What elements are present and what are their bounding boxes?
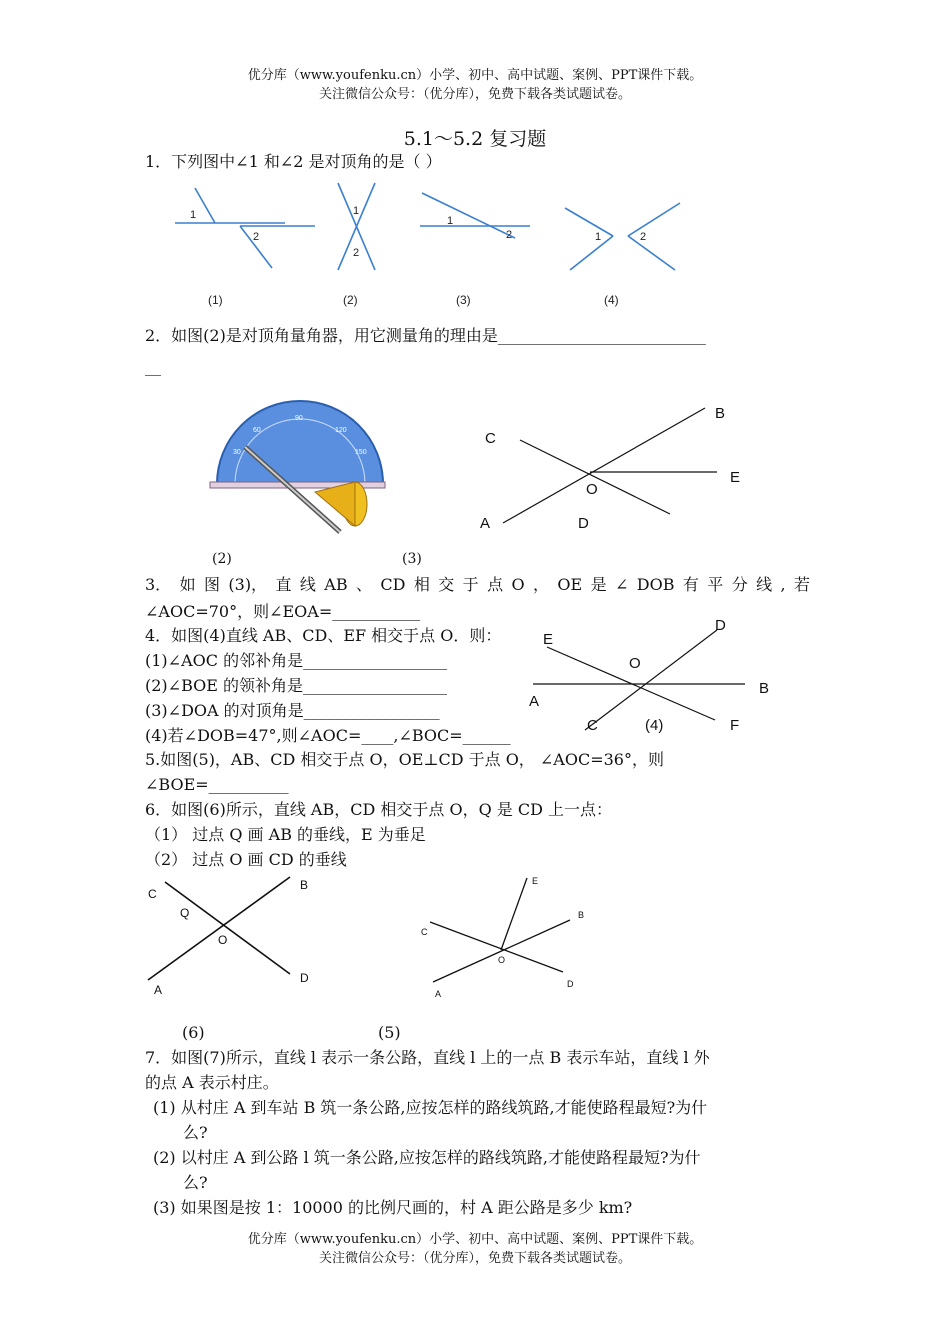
question-7-part-1-cont: 么? — [183, 1123, 208, 1142]
protractor-cone — [315, 482, 355, 526]
header-line-2: 关注微信公众号：（优分库），免费下载各类试题试卷。 — [318, 87, 631, 102]
protractor-tick-60: 60 — [253, 427, 261, 434]
q1-fig1-line-c — [195, 188, 215, 223]
question-6-intro: 6．如图(6)所示，直线 AB，CD 相交于点 O，Q 是 CD 上一点： — [145, 800, 613, 819]
fig6-line-CD — [165, 882, 290, 974]
q1-fig4-line-d — [628, 236, 675, 270]
fig4-label-E: E — [543, 631, 554, 648]
question-2-text: 2．如图(2)是对顶角量角器，用它测量角的理由是__________________________ — [145, 326, 706, 345]
fig6-label-B: B — [300, 878, 309, 892]
q1-fig4-angle1: 1 — [595, 231, 602, 243]
protractor-tick-150: 150 — [355, 449, 367, 456]
caption-fig-2: (2) — [212, 551, 232, 567]
q1-fig-label-3: (3) — [456, 293, 471, 307]
caption-fig-5: (5) — [378, 1023, 401, 1042]
fig5-label-D: D — [567, 979, 574, 989]
fig3-label-B: B — [715, 405, 726, 422]
fig4-label-C: C — [587, 717, 598, 734]
question-7-part-3: (3) 如果图是按 1：10000 的比例尺画的，村 A 距公路是多少 km? — [153, 1198, 633, 1217]
fig5-label-C: C — [421, 927, 428, 937]
fig4-label-F: F — [730, 717, 740, 734]
q1-fig1-angle1: 1 — [190, 209, 197, 221]
q1-fig-label-1: (1) — [208, 293, 223, 307]
fig4-label-A: A — [529, 693, 540, 710]
protractor-tick-120: 120 — [335, 427, 347, 434]
fig3-label-D: D — [578, 515, 589, 532]
question-5-line-1: 5.如图(5)，AB、CD 相交于点 O，OE⊥CD 于点 O， ∠AOC=36°，则 — [145, 750, 664, 769]
q1-fig3-angle2: 2 — [506, 229, 513, 241]
question-7-line-1: 7．如图(7)所示，直线 l 表示一条公路，直线 l 上的一点 B 表示车站，直线 l 外 — [145, 1048, 710, 1067]
question-4-intro: 4．如图(4)直线 AB、CD、EF 相交于点 O．则： — [145, 626, 502, 645]
protractor-tick-30: 30 — [233, 449, 241, 456]
caption-fig-6: (6) — [182, 1023, 205, 1042]
q1-fig4-line-a — [565, 208, 613, 236]
fig5-label-E: E — [532, 876, 539, 886]
question-5-line-2: ∠BOE=__________ — [145, 775, 289, 794]
question-1-text: 1．下列图中∠1 和∠2 是对顶角的是（ ） — [145, 152, 442, 171]
fig4-line-CD — [585, 630, 717, 730]
fig6-label-O: O — [218, 933, 228, 947]
caption-fig-3: (3) — [402, 551, 422, 567]
fig6-label-D: D — [300, 971, 309, 985]
fig3-label-E: E — [730, 469, 741, 486]
fig6-label-Q: Q — [180, 906, 190, 920]
figure-4 — [525, 612, 785, 737]
question-4-part-3: (3)∠DOA 的对顶角是_________________ — [145, 701, 440, 720]
question-6-part-2: （2） 过点 O 画 CD 的垂线 — [145, 850, 347, 869]
fig4-caption: (4) — [645, 717, 664, 734]
q1-fig-label-2: (2) — [343, 293, 358, 307]
fig6-label-C: C — [148, 887, 157, 901]
fig4-label-B: B — [759, 680, 770, 697]
question-7-part-2: (2) 以村庄 A 到公路 l 筑一条公路,应按怎样的路线筑路,才能使路程最短?为什 — [153, 1148, 701, 1167]
fig6-label-A: A — [154, 983, 163, 997]
fig3-line-CD — [520, 440, 670, 514]
q1-fig2-angle1: 1 — [353, 205, 360, 217]
fig5-label-B: B — [578, 910, 585, 920]
q1-fig2-angle2: 2 — [353, 247, 360, 259]
fig5-line-CD — [430, 922, 563, 972]
q1-fig-label-4: (4) — [604, 293, 619, 307]
question-6-part-1: （1） 过点 Q 画 AB 的垂线，E 为垂足 — [145, 825, 426, 844]
fig4-label-O: O — [629, 655, 641, 672]
q1-fig3-angle1: 1 — [447, 215, 454, 227]
question-2-continuation: __ — [145, 357, 161, 376]
fig3-label-O: O — [586, 481, 598, 498]
question-4-part-1: (1)∠AOC 的邻补角是__________________ — [145, 651, 448, 670]
question-3-line-2: ∠AOC=70°，则∠EOA=___________ — [145, 602, 421, 621]
figure-3 — [470, 398, 760, 538]
q1-fig4-angle2: 2 — [640, 231, 647, 243]
footer-line-2: 关注微信公众号：（优分库），免费下载各类试题试卷。 — [318, 1251, 631, 1266]
page-title: 5.1～5.2 复习题 — [403, 128, 547, 150]
figure-6 — [140, 872, 330, 1002]
fig4-label-D: D — [715, 617, 726, 634]
fig5-label-O: O — [498, 955, 506, 965]
protractor-body — [217, 401, 383, 484]
fig3-label-A: A — [480, 515, 491, 532]
question-7-part-1: (1) 从村庄 A 到车站 B 筑一条公路,应按怎样的路线筑路,才能使路程最短?为什 — [153, 1098, 708, 1117]
q1-figures — [160, 178, 700, 318]
fig5-label-A: A — [435, 989, 442, 999]
fig5-line-AB — [433, 920, 570, 982]
question-7-line-2: 的点 A 表示村庄。 — [145, 1073, 279, 1092]
protractor-figure — [205, 392, 395, 542]
footer-line-1: 优分库（www.youfenku.cn）小学、初中、高中试题、案例、PPT课件下载。 — [247, 1232, 703, 1247]
fig3-line-AB — [503, 408, 705, 523]
header-line-1: 优分库（www.youfenku.cn）小学、初中、高中试题、案例、PPT课件下载。 — [247, 68, 703, 83]
fig6-line-AB — [148, 877, 290, 980]
question-4-part-2: (2)∠BOE 的领补角是__________________ — [145, 676, 448, 695]
question-7-part-2-cont: 么? — [183, 1173, 208, 1192]
question-3-line-1: 3． 如 图 (3)， 直 线 AB 、 CD 相 交 于 点 O ， OE 是 ∠ DOB 有 平 分 线 , 若 — [145, 575, 810, 594]
q1-fig3-line-a — [422, 193, 515, 238]
figure-5 — [415, 870, 595, 1005]
fig5-ray-OE — [501, 878, 527, 950]
question-4-part-4: (4)若∠DOB=47°,则∠AOC=____,∠BOC=______ — [145, 726, 511, 745]
q1-fig4-line-b — [570, 236, 613, 270]
q1-fig4-line-c — [628, 203, 680, 236]
q1-fig1-angle2: 2 — [253, 231, 260, 243]
fig3-label-C: C — [485, 430, 496, 447]
protractor-tick-90: 90 — [295, 415, 303, 422]
